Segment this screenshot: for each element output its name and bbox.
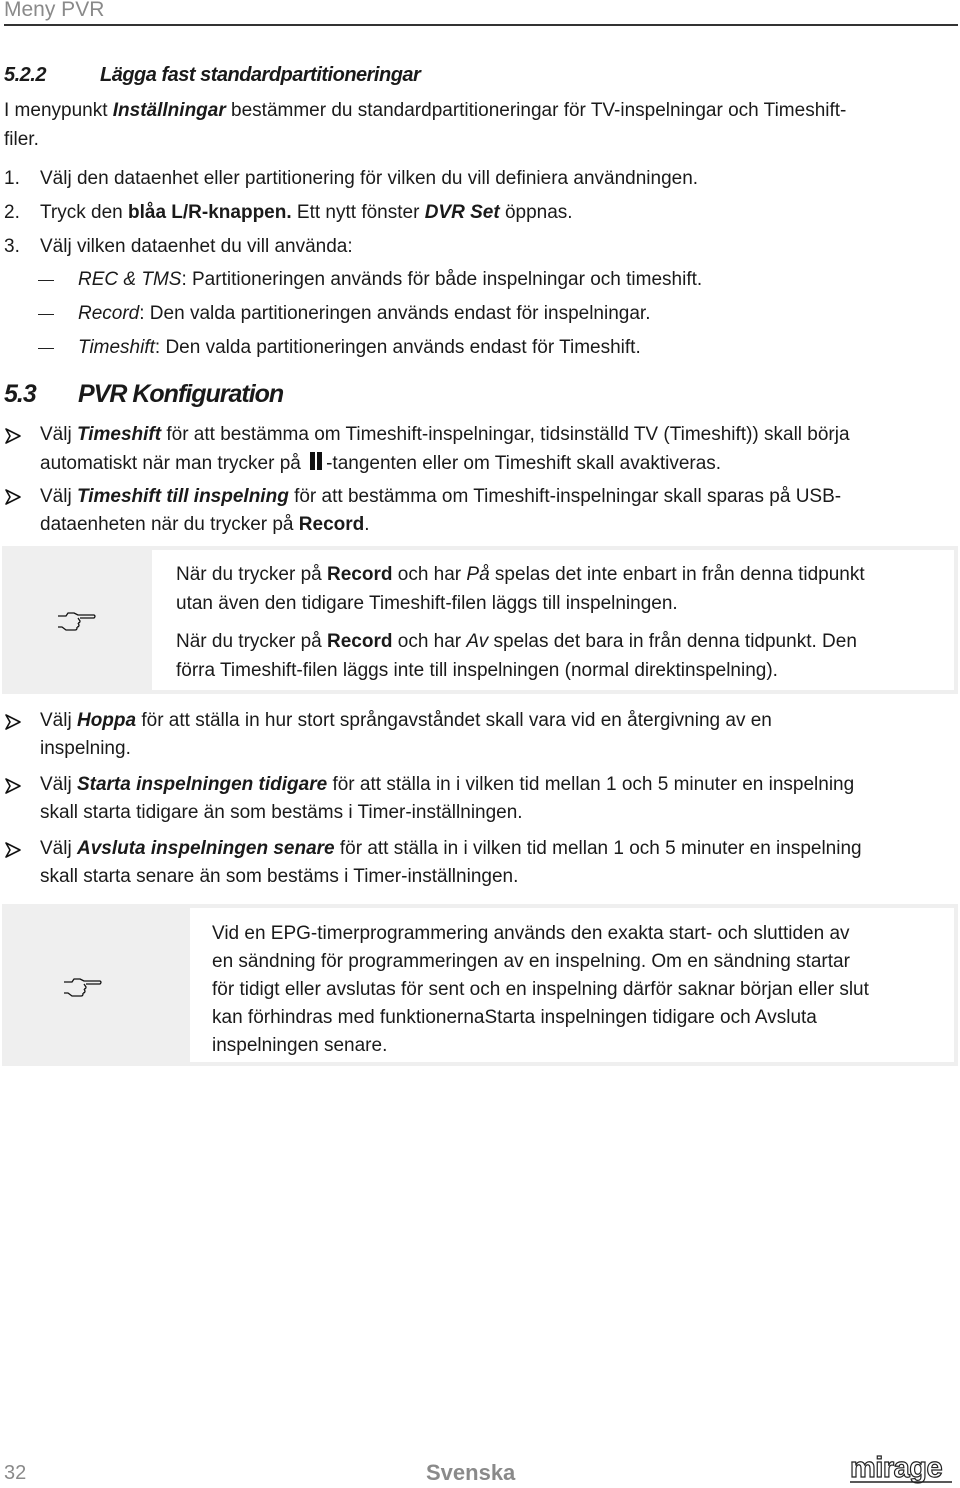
arrow-bullet-icon xyxy=(4,713,22,731)
note1-p1-line-1: När du trycker på Record och har På spelas det inte enbart in från denna tidpunkt xyxy=(176,564,865,585)
dash-bullet xyxy=(38,314,54,315)
bullet-end-later-line-1: Välj Avsluta inspelningen senare för att ställa in i vilken tid mellan 1 och 5 minuter en inspelning xyxy=(40,838,862,859)
note1-p1-line-2: utan även den tidigare Timeshift-filen läggs till inspelningen. xyxy=(176,593,678,614)
option-timeshift: Timeshift: Den valda partitioneringen används endast för Timeshift. xyxy=(78,337,641,358)
bullet-timeshift-to-recording-line-2: dataenheten när du trycker på Record. xyxy=(40,514,370,535)
arrow-bullet-icon xyxy=(4,488,22,506)
mirage-logo xyxy=(848,1452,958,1486)
arrow-bullet-icon xyxy=(4,841,22,859)
note2-line-5: inspelningen senare. xyxy=(212,1035,388,1056)
note2-line-1: Vid en EPG-timerprogrammering används den exakta start- och sluttiden av xyxy=(212,923,850,944)
note2-line-3: för tidigt eller avslutas för sent och en inspelning därför saknar början eller slut xyxy=(212,979,869,1000)
header-divider xyxy=(4,24,958,26)
note1-p2-line-2: förra Timeshift-filen läggs inte till inspelningen (normal direktinspelning). xyxy=(176,660,778,681)
bullet-start-earlier-line-1: Välj Starta inspelningen tidigare för att ställa in i vilken tid mellan 1 och 5 minuter en inspelning xyxy=(40,774,855,795)
svg-text:mirage: mirage xyxy=(850,1452,943,1484)
bullet-timeshift-to-recording-line-1: Välj Timeshift till inspelning för att bestämma om Timeshift-inspelningar skall sparas på USB- xyxy=(40,486,842,507)
bullet-start-earlier-line-2: skall starta tidigare än som bestäms i Timer-inställningen. xyxy=(40,802,523,823)
dash-bullet xyxy=(38,348,54,349)
page-number: 32 xyxy=(4,1462,27,1484)
section-number-53: 5.3 xyxy=(4,380,36,408)
section-title-522: Lägga fast standardpartitioneringar xyxy=(100,64,421,86)
running-header: Meny PVR xyxy=(4,0,105,21)
arrow-bullet-icon xyxy=(4,427,22,445)
footer-language: Svenska xyxy=(426,1460,516,1485)
bullet-hoppa-line-1: Välj Hoppa för att ställa in hur stort språngavståndet skall vara vid en återgivning av en xyxy=(40,710,772,731)
bullet-timeshift-line-2: automatiskt när man trycker på -tangenten eller om Timeshift skall avaktiveras. xyxy=(40,453,722,474)
bullet-hoppa-line-2: inspelning. xyxy=(40,738,131,759)
intro-line-2: filer. xyxy=(4,129,39,150)
option-rec-tms: REC & TMS: Partitioneringen används för både inspelningar och timeshift. xyxy=(78,269,703,290)
bullet-end-later-line-2: skall starta senare än som bestäms i Timer-inställningen. xyxy=(40,866,519,887)
section-title-53: PVR Konfiguration xyxy=(78,380,284,408)
note2-line-4: kan förhindras med funktionernaStarta inspelningen tidigare och Avsluta xyxy=(212,1007,817,1028)
note1-p2-line-1: När du trycker på Record och har Av spelas det bara in från denna tidpunkt. Den xyxy=(176,631,857,652)
option-record: Record: Den valda partitioneringen används endast för inspelningar. xyxy=(78,303,651,324)
dash-bullet xyxy=(38,280,54,281)
intro-line-1: I menypunkt Inställningar bestämmer du standardpartitioneringar för TV-inspelningar och Timeshift- xyxy=(4,100,847,121)
arrow-bullet-icon xyxy=(4,777,22,795)
pause-icon xyxy=(307,451,325,471)
section-number-522: 5.2.2 xyxy=(4,64,46,86)
note2-line-2: en sändning för programmeringen av en inspelning. Om en sändning startar xyxy=(212,951,850,972)
bullet-timeshift-line-1: Välj Timeshift för att bestämma om Timeshift-inspelningar, tidsinställd TV (Timeshift)) skall börja xyxy=(40,424,850,445)
pointing-hand-icon xyxy=(56,608,96,632)
pointing-hand-icon xyxy=(62,974,102,998)
